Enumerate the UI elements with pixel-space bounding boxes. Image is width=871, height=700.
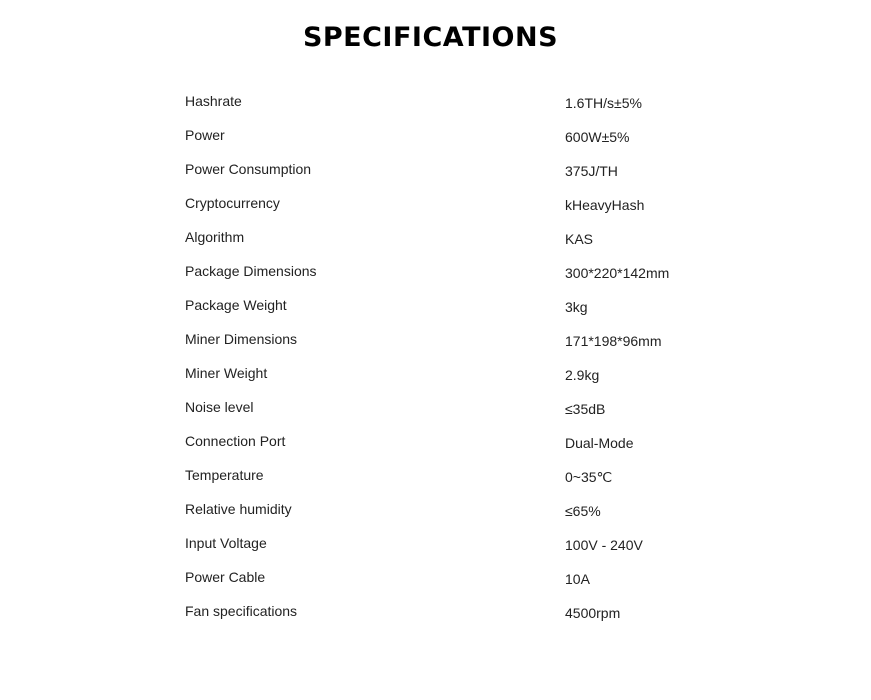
spec-label: Connection Port (185, 433, 286, 449)
spec-row-package-weight (185, 290, 745, 324)
spec-value: 4500rpm (565, 605, 621, 621)
spec-label: Cryptocurrency (185, 195, 280, 211)
spec-row-input-voltage (185, 528, 745, 562)
spec-label: Miner Dimensions (185, 331, 298, 347)
spec-row-miner-dimensions (185, 324, 745, 358)
spec-label: Relative humidity (185, 501, 292, 517)
spec-row-power-cable (185, 562, 745, 596)
spec-value: ≤35dB (565, 401, 606, 417)
spec-label: Input Voltage (185, 535, 267, 551)
spec-label: Miner Weight (185, 365, 268, 381)
spec-row-noise-level (185, 392, 745, 426)
spec-label: Hashrate (185, 93, 242, 109)
spec-value: Dual-Mode (565, 435, 634, 451)
spec-value: ≤65% (565, 503, 601, 519)
spec-value: 100V - 240V (565, 537, 643, 553)
spec-label: Package Weight (185, 297, 287, 313)
spec-value: 3kg (565, 299, 588, 315)
spec-label: Algorithm (185, 229, 245, 245)
spec-label: Noise level (185, 399, 254, 415)
spec-value: 10A (565, 571, 590, 587)
spec-label: Fan specifications (185, 603, 298, 619)
spec-label: Power Cable (185, 569, 266, 585)
spec-row-package-dimensions (185, 256, 745, 290)
spec-label: Package Dimensions (185, 263, 317, 279)
spec-row-connection-port (185, 426, 745, 460)
spec-row-power-consumption (185, 154, 745, 188)
spec-value: 1.6TH/s±5% (565, 95, 642, 111)
spec-row-fan-specifications (185, 596, 745, 630)
spec-label: Power Consumption (185, 161, 312, 177)
spec-value: KAS (565, 231, 594, 247)
spec-row-temperature (185, 460, 745, 494)
spec-value: kHeavyHash (565, 197, 645, 213)
spec-row-power (185, 120, 745, 154)
spec-value: 375J/TH (565, 163, 618, 179)
spec-row-relative-humidity (185, 494, 745, 528)
spec-value: 300*220*142mm (565, 265, 670, 281)
spec-row-algorithm (185, 222, 745, 256)
spec-label: Power (185, 127, 225, 143)
spec-value: 0~35℃ (565, 469, 613, 485)
spec-value: 2.9kg (565, 367, 600, 383)
page-title: SPECIFICATIONS (302, 22, 559, 53)
spec-row-miner-weight (185, 358, 745, 392)
spec-label: Temperature (185, 467, 264, 483)
spec-row-hashrate (185, 86, 745, 120)
spec-row-cryptocurrency (185, 188, 745, 222)
spec-value: 600W±5% (565, 129, 630, 145)
spec-table (185, 86, 745, 630)
spec-value: 171*198*96mm (565, 333, 662, 349)
